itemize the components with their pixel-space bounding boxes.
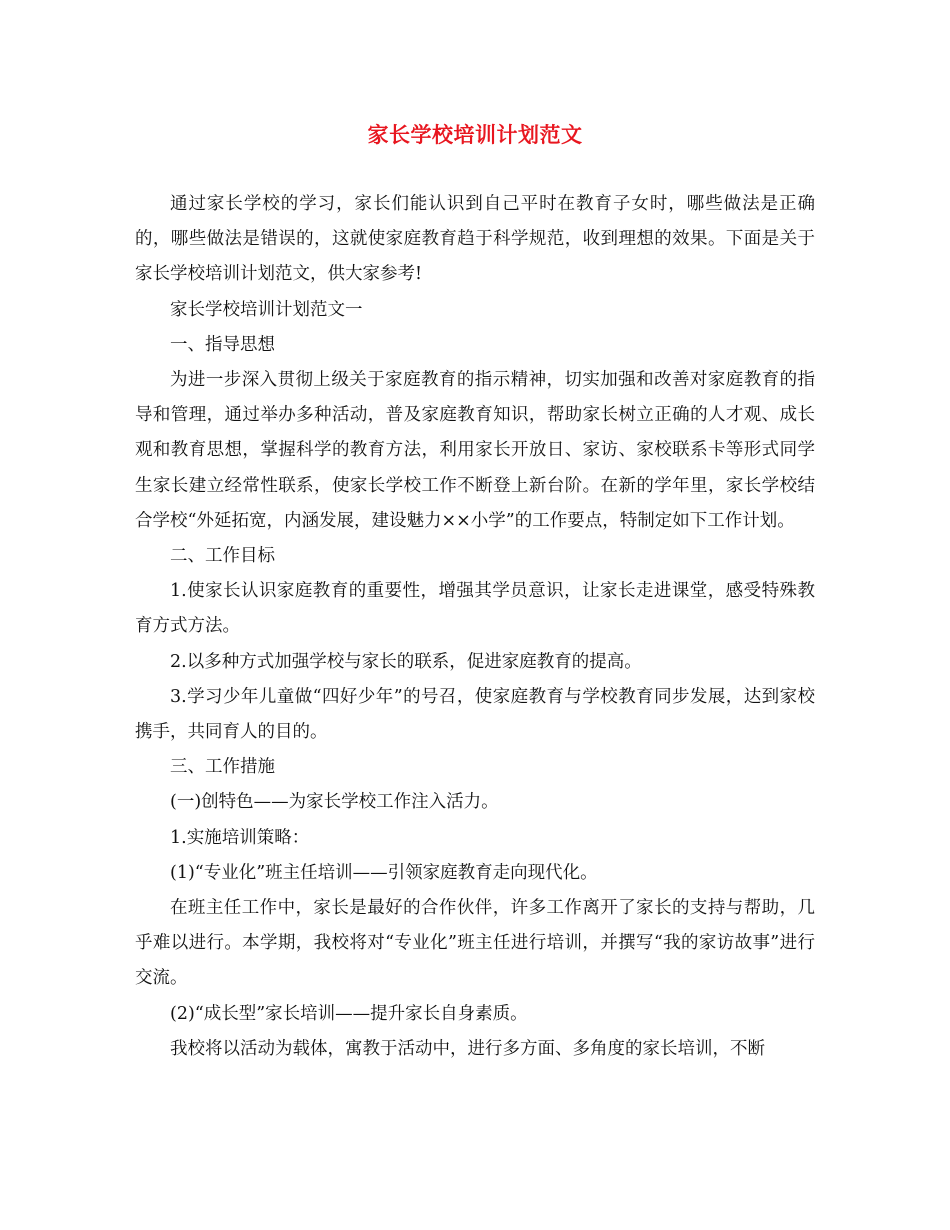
section-subtitle: 家长学校培训计划范文一 <box>170 299 363 320</box>
measure-subitem-1: (1)“专业化”班主任培训——引领家庭教育走向现代化。 <box>170 862 598 883</box>
goal-item-3: 3.学习少年儿童做“四好少年”的号召，使家庭教育与学校教育同步发展，达到家校携手，共同育人的目的。 <box>135 686 815 743</box>
measure-paragraph-1: 在班主任工作中，家长是最好的合作伙伴，许多工作离开了家长的支持与帮助，几乎难以进行。本学期，我校将对“专业化”班主任进行培训，并撰写“我的家访故事”进行交流。 <box>135 898 815 989</box>
paragraph-guiding-ideology: 为进一步深入贯彻上级关于家庭教育的指示精神，切实加强和改善对家庭教育的指导和管理，通过举办多种活动，普及家庭教育知识，帮助家长树立正确的人才观、成长观和教育思想，掌握科学的教育方法，利用家长开放日、家访、家校联系卡等形式同学生家长建立经常性联系，使家长学校工作不断登上新台阶。在新的学年里，家长学校结合学校“外延拓宽，内涵发展，建设魅力××小学”的工作要点，特制定如下工作计划。 <box>135 370 815 531</box>
heading-guiding-ideology: 一、指导思想 <box>170 334 275 355</box>
measure-item-1: 1.实施培训策略： <box>170 827 310 848</box>
measure-subheading-1: (一)创特色——为家长学校工作注入活力。 <box>170 792 499 813</box>
heading-work-measures: 三、工作措施 <box>170 757 275 778</box>
heading-work-goals: 二、工作目标 <box>170 546 275 567</box>
document-body <box>135 187 815 1067</box>
document-title: 家长学校培训计划范文 <box>367 122 583 147</box>
intro-paragraph: 通过家长学校的学习，家长们能认识到自己平时在教育子女时，哪些做法是正确的，哪些做法是错误的，这就使家庭教育趋于科学规范，收到理想的效果。下面是关于家长学校培训计划范文，供大家参考! <box>135 194 815 285</box>
goal-item-2: 2.以多种方式加强学校与家长的联系，促进家庭教育的提高。 <box>170 651 642 672</box>
goal-item-1: 1.使家长认识家庭教育的重要性，增强其学员意识，让家长走进课堂，感受特殊教育方式方法。 <box>135 581 815 637</box>
measure-subitem-2: (2)“成长型”家长培训——提升家长自身素质。 <box>170 1003 528 1024</box>
measure-paragraph-2: 我校将以活动为载体，寓教于活动中，进行多方面、多角度的家长培训，不断 <box>170 1038 765 1059</box>
